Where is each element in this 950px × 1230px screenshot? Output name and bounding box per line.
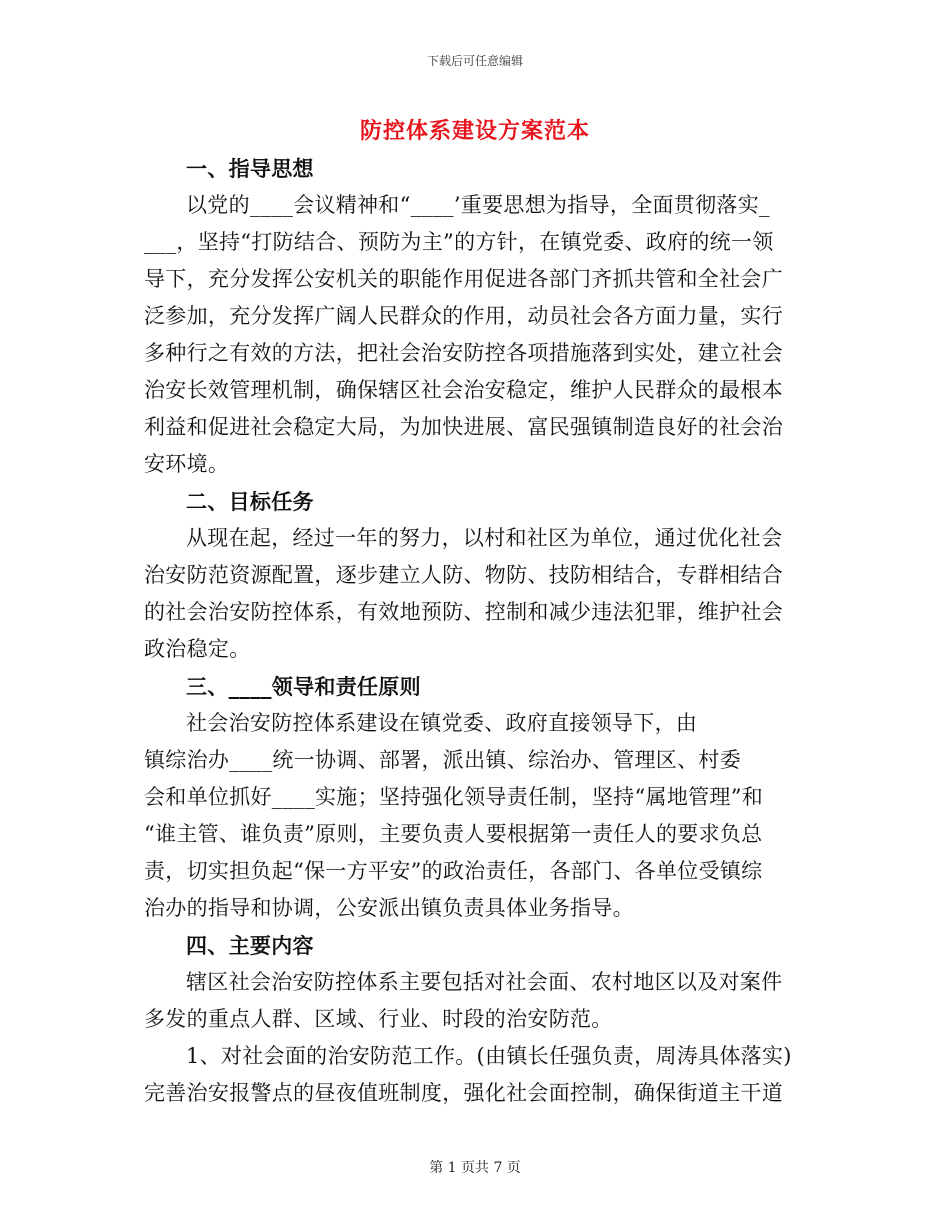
paragraph-line: 1、对社会面的治安防范工作。(由镇长任强负责，周涛具体落实) [186,1044,792,1068]
paragraph-line: 多发的重点人群、区域、行业、时段的治安防范。 [144,1007,613,1031]
paragraph-line: 多种行之有效的方法，把社会治安防控各项措施落到实处，建立社会 [144,341,783,365]
document-body [144,150,814,1112]
paragraph-line: 治安长效管理机制，确保辖区社会治安稳定，维护人民群众的最根本 [144,378,783,402]
paragraph-line: 辖区社会治安防控体系主要包括对社会面、农村地区以及对案件 [186,970,783,994]
paragraph-line: 的社会治安防控体系，有效地预防、控制和减少违法犯罪，维护社会 [144,600,783,624]
paragraph-line: 社会治安防控体系建设在镇党委、政府直接领导下，由 [186,711,698,735]
paragraph-line: 责，切实担负起“保一方平安”的政治责任，各部门、各单位受镇综 [144,859,763,883]
paragraph-line: 会和单位抓好____实施；坚持强化领导责任制，坚持“属地管理”和 [144,785,764,809]
paragraph-line: 治安防范资源配置，逐步建立人防、物防、技防相结合，专群相结合 [144,563,783,587]
paragraph-line: 导下，充分发挥公安机关的职能作用促进各部门齐抓共管和全社会广 [144,267,783,291]
paragraph-line: 利益和促进社会稳定大局，为加快进展、富民强镇制造良好的社会治 [144,415,783,439]
page-header-note: 下载后可任意编辑 [426,54,523,68]
section-heading: 二、目标任务 [186,489,314,514]
paragraph-line: 治办的指导和协调，公安派出镇负责具体业务指导。 [144,896,634,920]
paragraph-line: 泛参加，充分发挥广阔人民群众的作用，动员社会各方面力量，实行 [144,304,783,328]
paragraph-line: 安环境。 [144,452,230,476]
section-heading: 一、指导思想 [186,156,314,181]
paragraph-line: ___，坚持“打防结合、预防为主”的方针，在镇党委、政府的统一领 [144,230,774,254]
paragraph-line: 以党的____会议精神和“____’重要思想为指导，全面贯彻落实_ [186,193,770,217]
paragraph-line: 从现在起，经过一年的努力，以村和社区为单位，通过优化社会 [186,526,783,550]
page-footer: 第 1 页共 7 页 [429,1160,521,1176]
paragraph-line: 政治稳定。 [144,637,251,661]
document-title: 防控体系建设方案范本 [359,118,590,144]
section-heading: 四、主要内容 [186,933,314,958]
paragraph-line: 镇综治办____统一协调、部署，派出镇、综治办、管理区、村委 [144,748,741,772]
paragraph-line: “谁主管、谁负责”原则，主要负责人要根据第一责任人的要求负总 [144,822,763,846]
paragraph-line: 完善治安报警点的昼夜值班制度，强化社会面控制，确保街道主干道 [144,1081,783,1105]
section-heading: 三、____领导和责任原则 [186,674,421,699]
